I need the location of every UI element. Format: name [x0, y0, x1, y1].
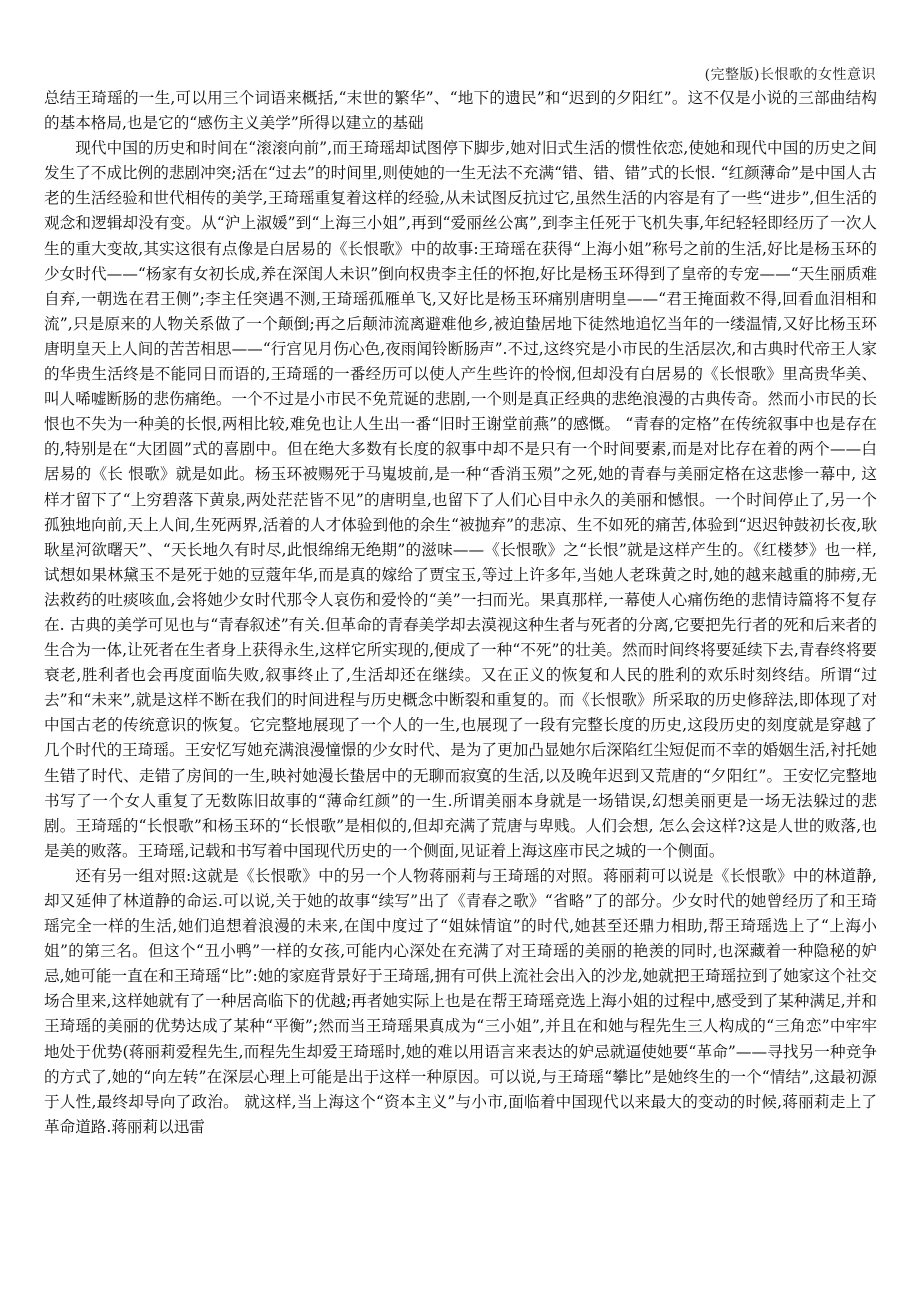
paragraph-1: 总结王琦瑶的一生,可以用三个词语来概括,“末世的繁华”、“地下的遗民”和“迟到的夕阳红”。这不仅是小说的三部曲结构的基本格局,也是它的“感伤主义美学”所得以建立的基础 [44, 89, 877, 133]
paragraph-2: 现代中国的历史和时间在“滚滚向前”,而王琦瑶却试图停下脚步,她对旧式生活的惯性依恋,使她和现代中国的历史之间发生了不成比例的悲剧冲突;活在“过去”的时间里,则使她的一生无法不充满“错、错、错”式的长恨. “红颜薄命”是中国人古老的生活经验和世代相传的美学,王琦瑶重复着这样的经验,从未试图反抗过它,虽然生活的内容是有了一些“进步”,但生活的观念和逻辑却没有变。从“沪上淑媛”到“上海三小姐”,再到“爱丽丝公寓”,到李主任死于飞机失事,年纪轻轻即经历了一次人生的重大变故,其实这很有点像是白居易的《长恨歌》中的故事:王琦瑶在获得“上海小姐”称号之前的生活,好比是杨玉环的少女时代——“杨家有女初长成,养在深闺人未识”倒向权贵李主任的怀抱,好比是杨玉环得到了皇帝的专宠——“天生丽质难自弃,一朝选在君王侧”;李主任突遇不测,王琦瑶孤雁单飞,又好比是杨玉环痛别唐明皇——“君王掩面救不得,回看血泪相和流”,只是原来的人物关系做了一个颠倒;再之后颠沛流离避难他乡,被迫蛰居地下徒然地追忆当年的一缕温情,又好比杨玉环唐明皇天上人间的苦苦相思——“行宫见月伤心色,夜雨闻铃断肠声”.不过,这终究是小市民的生活层次,和古典时代帝王人家的华贵生活终是不能同日而语的,王琦瑶的一番经历可以使人产生些许的怜悯,但却没有白居易的《长恨歌》里高贵华美、叫人唏嘘断肠的悲伤痛绝。一个不过是小市民不免荒诞的悲剧,一个则是真正经典的悲绝浪漫的古典传奇。然而小市民的长恨也不失为一种美的长恨,两相比较,难免也让人生出一番“旧时王谢堂前燕”的感慨。 “青春的定格”在传统叙事中也是存在的,特别是在“大团圆”式的喜剧中。但在绝大多数有长度的叙事中却不是只有一个时间要素,而是对比存在着的两个——白居易的《长 恨歌》就是如此。杨玉环被赐死于马嵬坡前,是一种“香消玉殒”之死,她的青春与美丽定格在这悲惨一幕中, 这样才留下了“上穷碧落下黄泉,两处茫茫皆不见”的唐明皇,也留下了人们心目中永久的美丽和憾恨。一个时间停止了,另一个孤独地向前,天上人间,生死两界,活着的人才体验到他的余生“被抛弃”的悲凉、生不如死的痛苦,体验到“迟迟钟鼓初长夜,耿耿星河欲曙天”、“天长地久有时尽,此恨绵绵无绝期”的滋味——《长恨歌》之“长恨”就是这样产生的。《红楼梦》也一样,试想如果林黛玉不是死于她的豆蔻年华,而是真的嫁给了贾宝玉,等过上许多年,当她人老珠黄之时,她的越来越重的肺痨,无法救药的吐痰咳血,会将她少女时代那令人哀伤和爱怜的“美”一扫而光。果真那样,一幕使人心痛伤绝的悲情诗篇将不复存在. 古典的美学可见也与“青春叙述”有关.但革命的青春美学却去漠视这种生者与死者的分离,它要把先行者的死和后来者的生合为一体,让死者在生者身上获得永生,这样它所实现的,便成了一种“不死”的壮美。然而时间终将要延续下去,青春终将要衰老,胜利者也会再度面临失败,叙事终止了,生活却还在继续。又在正义的恢复和人民的胜利的欢乐时刻终结。所谓“过去”和“未来”,就是这样不断在我们的时间进程与历史概念中断裂和重复的。而《长恨歌》所采取的历史修辞法,即体现了对中国古老的传统意识的恢复。它完整地展现了一个人的一生,也展现了一段有完整长度的历史,这段历史的刻度就是穿越了几个时代的王琦瑶。王安忆写她充满浪漫憧憬的少女时代、是为了更加凸显她尔后深陷红尘短促而不幸的婚姻生活,衬托她生错了时代、走错了房间的一生,映衬她漫长蛰居中的无聊而寂寞的生活,以及晚年迟到又荒唐的“夕阳红”。王安忆完整地书写了一个女人重复了无数陈旧故事的“薄命红颜”的一生.所谓美丽本身就是一场错误,幻想美丽更是一场无法躲过的悲剧。王琦瑶的“长恨歌”和杨玉环的“长恨歌”是相似的,但却充满了荒唐与卑贱。人们会想, 怎么会这样?这是人世的败落,也是美的败落。王琦瑶,记载和书写着中国现代历史的一个侧面,见证着上海这座市民之城的一个侧面。 [44, 139, 877, 860]
running-header: (完整版)长恨歌的女性意识 [704, 67, 876, 83]
body-text [44, 86, 877, 1140]
paragraph-3: 还有另一组对照:这就是《长恨歌》中的另一个人物蒋丽莉与王琦瑶的对照。蒋丽莉可以说是《长恨歌》中的林道静,却又延伸了林道静的命运.可以说,关于她的故事“续写”出了《青春之歌》“省略”了的部分。少女时代的她曾经历了和王琦瑶完全一样的生活,她们追想着浪漫的未来,在闺中度过了“姐妹情谊”的时代,她甚至还鼎力相助,帮王琦瑶选上了“上海小姐”的第三名。但这个“丑小鸭”一样的女孩,可能内心深处在充满了对王琦瑶的美丽的艳羡的同时,也深藏着一种隐秘的妒忌,她可能一直在和王琦瑶“比”:她的家庭背景好于王琦瑶,拥有可供上流社会出入的沙龙,她就把王琦瑶拉到了她家这个社交场合里来,这样她就有了一种居高临下的优越;再者她实际上也是在帮王琦瑶竞选上海小姐的过程中,感受到了某种满足,并和王琦瑶的美丽的优势达成了某种“平衡”;然而当王琦瑶果真成为“三小姐”,并且在和她与程先生三人构成的“三角恋”中牢牢地处于优势(蒋丽莉爱程先生,而程先生却爱王琦瑶时,她的难以用语言来表达的妒忌就逼使她要“革命”——寻找另一种竞争的方式了,她的“向左转”在深层心理上可能是出于这样一种原因。可以说,与王琦瑶“攀比”是她终生的一个“情结”,这最初源于人性,最终却导向了政治。 就这样,当上海这个“资本主义”与小市,面临着中国现代以来最大的变动的时候,蒋丽莉走上了革命道路.蒋丽莉以迅雷 [44, 866, 877, 1136]
